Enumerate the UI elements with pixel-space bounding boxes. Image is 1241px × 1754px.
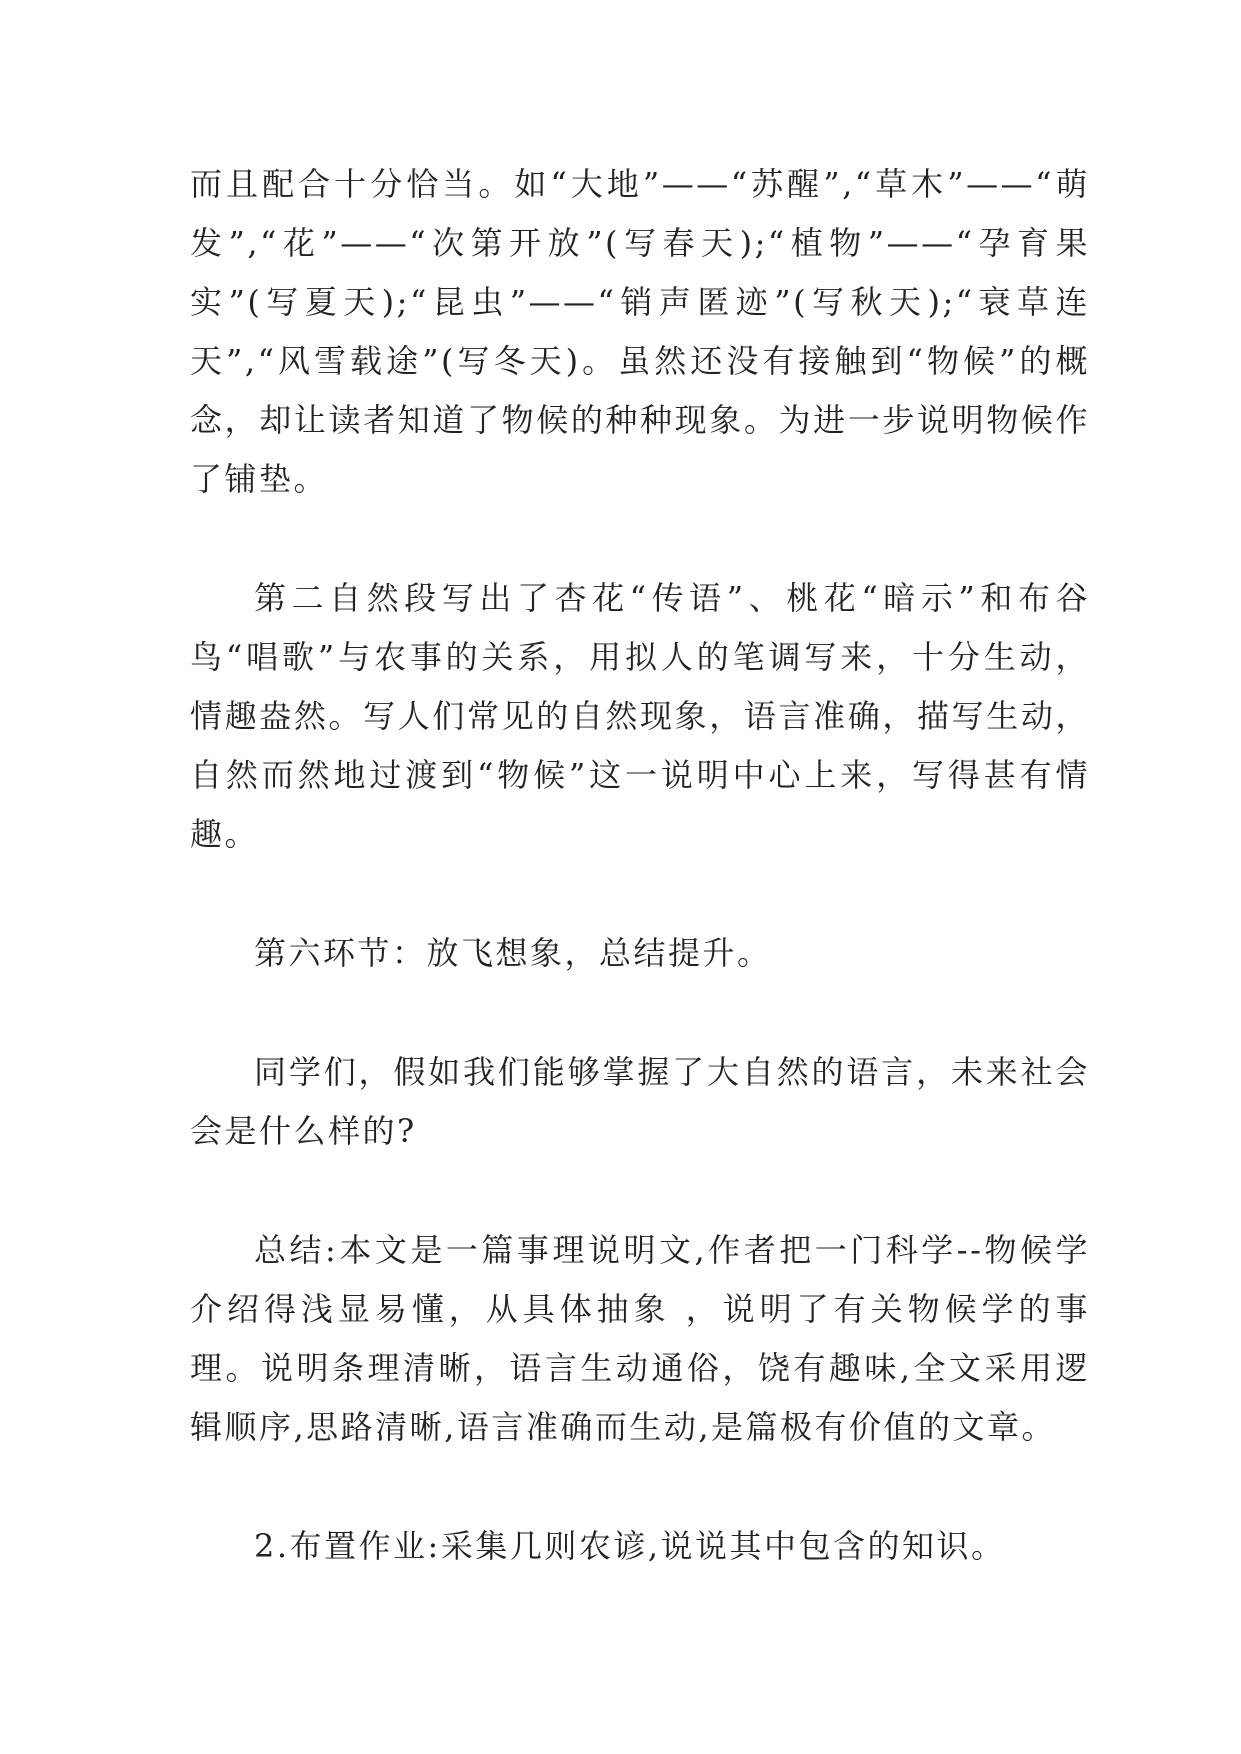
paragraph-sixth-step-heading: 第六环节：放飞想象，总结提升。 (254, 934, 772, 972)
document-body (190, 155, 1090, 1576)
paragraph-second-section: 第二自然段写出了杏花“传语”、桃花“暗示”和布谷鸟“唱歌”与农事的关系，用拟人的笔调写来，十分生动，情趣盎然。写人们常见的自然现象，语言准确，描写生动，自然而然地过渡到“物候”这一说明中心上来，写得甚有情趣。 (190, 579, 1090, 853)
paragraph-homework: 2.布置作业:采集几则农谚,说说其中包含的知识。 (254, 1527, 1006, 1565)
paragraph-question: 同学们，假如我们能够掌握了大自然的语言，未来社会会是什么样的? (190, 1053, 1090, 1150)
paragraph-summary: 总结:本文是一篇事理说明文,作者把一门科学--物候学介绍得浅显易懂，从具体抽象 ，说明了有关物候学的事理。说明条理清晰，语言生动通俗，饶有趣味,全文采用逻辑顺序,思路清晰,语言准确而生动,是篇极有价值的文章。 (190, 1231, 1090, 1446)
paragraph-phenology-phenomena: 而且配合十分恰当。如“大地”——“苏醒”,“草木”——“萌发”,“花”——“次第开放”(写春天);“植物”——“孕育果实”(写夏天);“昆虫”——“销声匿迹”(写秋天);“衰草连天”,“风雪载途”(写冬天)。虽然还没有接触到“物候”的概念，却让读者知道了物候的种种现象。为进一步说明物候作了铺垫。 (190, 165, 1090, 498)
